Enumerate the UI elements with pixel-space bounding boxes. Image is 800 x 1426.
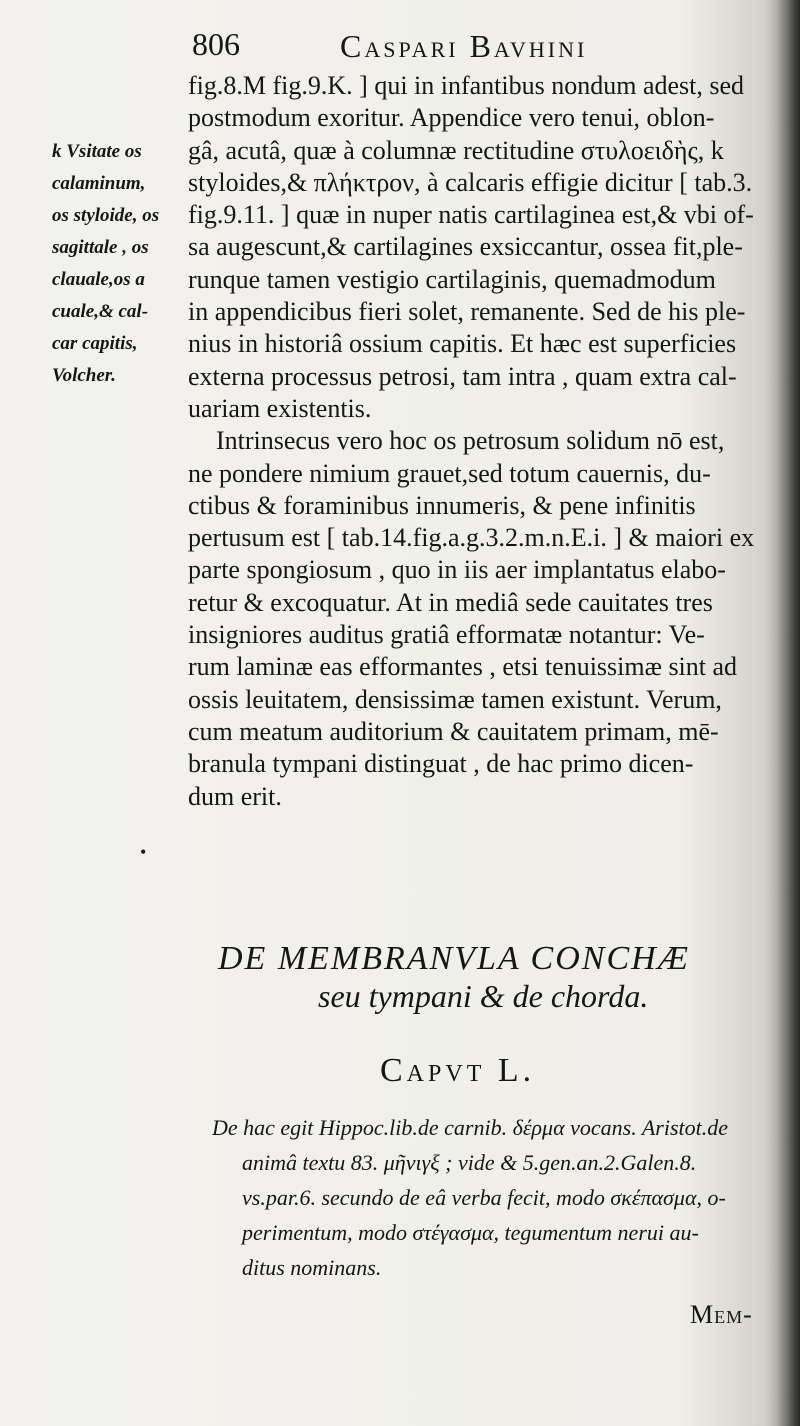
text-line: gâ, acutâ, quæ à columnæ rectitudine στυλοειδὴς, k [188,135,724,165]
margin-note-line: car capitis, [52,333,138,354]
summary-line: vs.par.6. secundo de eâ verba fecit, modo σκέπασμα, o- [242,1185,726,1210]
catchword: Mem- [690,1300,753,1329]
chapter-summary [212,1110,772,1285]
page-number: 806 [192,26,240,62]
text-line: styloides,& πλήκτρον, à calcaris effigie dicitur [ tab.3. [188,167,753,197]
text-line: dum erit. [188,781,282,811]
margin-note-line: cuale,& cal- [52,301,149,322]
margin-note-line: calaminum, [52,173,146,194]
main-text [188,70,768,813]
summary-line: De hac egit Hippoc.lib.de carnib. δέρμα vocans. Aristot.de [212,1115,729,1140]
text-line: pertusum est [ tab.14.fig.a.g.3.2.m.n.E.i. ] & maiori ex [188,523,755,553]
text-line: ne pondere nimium grauet,sed totum cauernis, du- [188,458,711,488]
text-line: in appendicibus fieri solet, remanente. Sed de his ple- [188,297,746,327]
text-line: fig.9.11. ] quæ in nuper natis cartilaginea est,& vbi of- [188,200,754,230]
page-header [192,22,772,66]
section-heading: DE MEMBRANVLA CONCHÆ [218,940,690,977]
margin-note-line: k Vsitate os [52,141,142,162]
text-line: rum laminæ eas efformantes , etsi tenuissimæ sint ad [188,652,738,682]
text-line: Intrinsecus vero hoc os petrosum solidum nō est, [216,426,725,456]
running-title: Caspari Bavhini [340,28,588,64]
text-line: postmodum exoritur. Appendice vero tenui, oblon- [188,103,715,133]
text-line: retur & excoquatur. At in mediâ sede cauitates tres [188,587,713,617]
margin-dot-icon: • [140,842,147,862]
margin-note-line: sagittale , os [52,237,149,258]
summary-line: perimentum, modo στέγασμα, tegumentum nerui au- [242,1220,699,1245]
text-line: ossis leuitatem, densissimæ tamen existunt. Verum, [188,684,722,714]
text-line: externa processus petrosi, tam intra , quam extra cal- [188,361,737,391]
margin-note-line: os styloide, os [52,205,160,226]
text-line: cum meatum auditorium & cauitatem primam, mē- [188,716,719,746]
section-subheading: seu tympani & de chorda. [318,978,649,1014]
summary-line: ditus nominans. [242,1255,382,1280]
text-line: uariam existentis. [188,393,372,423]
text-line: branula tympani distinguat , de hac primo dicen- [188,749,694,779]
text-line: insigniores auditus gratiâ efformatæ notantur: Ve- [188,620,705,650]
chapter-title: Capvt L. [380,1052,536,1089]
text-line: sa augescunt,& cartilagines exsiccantur, ossea fit,ple- [188,232,743,262]
summary-line: animâ textu 83. μῆνιγξ ; vide & 5.gen.an.2.Galen.8. [242,1150,697,1175]
margin-note [52,136,182,392]
text-line: runque tamen vestigio cartilaginis, quemadmodum [188,264,716,294]
text-line: fig.8.M fig.9.K. ] qui in infantibus nondum adest, sed [188,71,745,100]
margin-note-line: Volcher. [52,365,116,386]
text-line: parte spongiosum , quo in iis aer implantatus elabo- [188,555,726,585]
margin-note-line: clauale,os a [52,269,145,290]
text-line: ctibus & foraminibus innumeris, & pene infinitis [188,490,696,520]
text-line: nius in historiâ ossium capitis. Et hæc est superficies [188,329,737,359]
